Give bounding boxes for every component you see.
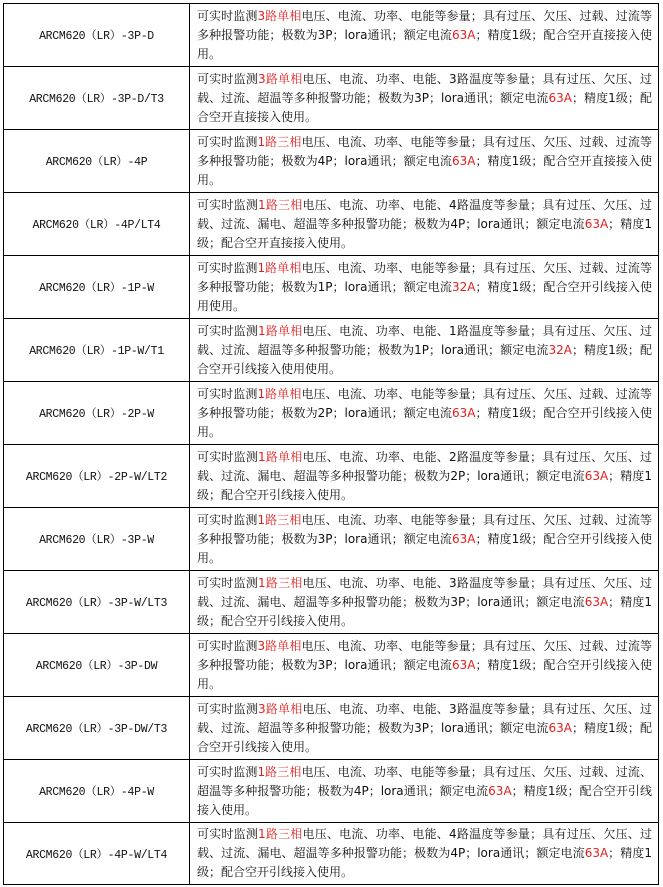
- description-text: 电压、电流、功率、电能等参量；具有过压、欠压、过载、过流等多种报警功能；极数为1P；lora通讯；额定电流: [197, 260, 652, 294]
- description-text: ；精度1级；配合空开直接接入使用。: [197, 90, 653, 124]
- table-row: [4, 508, 659, 571]
- description-cell: [190, 445, 659, 508]
- description-text: ；精度1级；配合空开引线接入使用使用。: [197, 342, 653, 376]
- description-text: 可实时监测: [197, 8, 258, 23]
- model-cell: ARCM620（LR）-4P-W/LT4: [4, 823, 190, 885]
- description-text: 电压、电流、功率、电能等参量；具有过压、欠压、过载、过流等多种报警功能；极数为3P；lora通讯；额定电流: [197, 8, 652, 42]
- model-cell: ARCM620（LR）-4P: [4, 130, 190, 193]
- description-text: 电压、电流、功率、电能等参量；具有过压、欠压、过载、过流、超温等多种报警功能；极数为4P；lora通讯；额定电流: [197, 764, 652, 798]
- highlighted-spec-text: 63A: [584, 216, 609, 231]
- table-row: [4, 193, 659, 256]
- description-text: 电压、电流、功率、电能等参量；具有过压、欠压、过载、过流等多种报警功能；极数为3P；lora通讯；额定电流: [197, 512, 652, 546]
- description-text: 可实时监测: [197, 575, 259, 590]
- description-text: 可实时监测: [197, 71, 259, 86]
- highlighted-spec-text: 63A: [548, 720, 572, 735]
- description-text: ；精度1级；配合空开直接接入使用。: [197, 153, 652, 187]
- model-cell: ARCM620（LR）-2P-W/LT2: [4, 445, 190, 508]
- table-row: [4, 256, 659, 319]
- table-row: [4, 823, 659, 885]
- description-text: ；精度1级；配合空开直接接入使用。: [197, 216, 652, 250]
- highlighted-spec-text: 1路单相: [257, 386, 302, 401]
- description-cell: [190, 508, 659, 571]
- model-cell: ARCM620（LR）-1P-W: [4, 256, 190, 319]
- highlighted-spec-text: 1路单相: [258, 449, 303, 464]
- description-cell: [190, 571, 659, 634]
- table-row: [4, 445, 659, 508]
- model-cell: ARCM620（LR）-4P-W: [4, 760, 190, 823]
- description-text: ；精度1级；配合空开引线接入使用。: [197, 594, 652, 628]
- table-row: [4, 697, 659, 760]
- description-text: 电压、电流、功率、电能等参量；具有过压、欠压、过载、过流等多种报警功能；极数为4P；lora通讯；额定电流: [197, 134, 652, 168]
- highlighted-spec-text: 3路单相: [257, 638, 302, 653]
- description-text: 可实时监测: [197, 260, 258, 275]
- description-text: 可实时监测: [197, 386, 258, 401]
- description-cell: [190, 382, 659, 445]
- highlighted-spec-text: 63A: [451, 531, 476, 546]
- highlighted-spec-text: 3路单相: [257, 8, 302, 23]
- description-text: ；精度1级；配合空开引线接入使用使用。: [197, 279, 652, 313]
- highlighted-spec-text: 1路三相: [257, 764, 302, 779]
- description-cell: [190, 634, 659, 697]
- description-text: 电压、电流、功率、电能等参量；具有过压、欠压、过载、过流等多种报警功能；极数为3P；lora通讯；额定电流: [197, 638, 652, 672]
- description-text: ；精度1级；配合空开引线接入使用。: [197, 720, 653, 754]
- highlighted-spec-text: 3路单相: [258, 71, 303, 86]
- table-row: [4, 571, 659, 634]
- description-cell: [190, 193, 659, 256]
- highlighted-spec-text: 1路三相: [257, 512, 302, 527]
- highlighted-spec-text: 3路单相: [258, 701, 303, 716]
- description-text: 电压、电流、功率、电能、3路温度等参量；具有过压、欠压、过载、过流、超温等多种报警功能；极数为3P；lora通讯；额定电流: [197, 71, 652, 105]
- description-cell: [190, 823, 659, 885]
- table-row: [4, 382, 659, 445]
- model-cell: ARCM620（LR）-2P-W: [4, 382, 190, 445]
- highlighted-spec-text: 1路三相: [258, 827, 303, 841]
- highlighted-spec-text: 63A: [451, 405, 476, 420]
- description-text: ；精度1级；配合空开引线接入使用。: [197, 783, 652, 817]
- description-text: 可实时监测: [197, 197, 259, 212]
- description-cell: [190, 697, 659, 760]
- description-text: 电压、电流、功率、电能、3路温度等参量；具有过压、欠压、过载、过流、超温等多种报警功能；极数为3P；lora通讯；额定电流: [197, 701, 652, 735]
- highlighted-spec-text: 63A: [548, 90, 572, 105]
- highlighted-spec-text: 63A: [451, 27, 476, 42]
- description-text: ；精度1级；配合空开引线接入使用。: [197, 846, 652, 879]
- table-row: [4, 67, 659, 130]
- description-text: 可实时监测: [197, 134, 258, 149]
- highlighted-spec-text: 1路单相: [257, 260, 302, 275]
- highlighted-spec-text: 63A: [584, 468, 609, 483]
- highlighted-spec-text: 32A: [451, 279, 476, 294]
- highlighted-spec-text: 63A: [584, 594, 609, 609]
- description-text: ；精度1级；配合空开直接接入使用。: [197, 27, 652, 61]
- model-cell: ARCM620（LR）-3P-D/T3: [4, 67, 190, 130]
- description-text: ；精度1级；配合空开引线接入使用。: [197, 405, 652, 439]
- model-cell: ARCM620（LR）-3P-W/LT3: [4, 571, 190, 634]
- description-text: 可实时监测: [197, 827, 259, 841]
- description-cell: [190, 319, 659, 382]
- description-text: ；精度1级；配合空开引线接入使用。: [197, 531, 652, 565]
- description-text: 电压、电流、功率、电能、2路温度等参量；具有过压、欠压、过载、过流、漏电、超温等多种报警功能；极数为2P；lora通讯；额定电流: [197, 449, 652, 483]
- highlighted-spec-text: 63A: [488, 783, 512, 798]
- description-cell: [190, 67, 659, 130]
- model-cell: ARCM620（LR）-3P-DW/T3: [4, 697, 190, 760]
- description-text: 可实时监测: [197, 701, 259, 716]
- description-cell: [190, 4, 659, 67]
- description-text: 电压、电流、功率、电能、4路温度等参量；具有过压、欠压、过载、过流、漏电、超温等多种报警功能；极数为4P；lora通讯；额定电流: [197, 827, 652, 860]
- table-row: [4, 4, 659, 67]
- description-cell: [190, 256, 659, 319]
- model-cell: ARCM620（LR）-3P-D: [4, 4, 190, 67]
- description-text: 电压、电流、功率、电能、3路温度等参量；具有过压、欠压、过载、过流、漏电、超温等多种报警功能；极数为3P；lora通讯；额定电流: [197, 575, 652, 609]
- description-cell: [190, 130, 659, 193]
- table-body: [4, 4, 659, 885]
- description-text: 可实时监测: [197, 764, 258, 779]
- model-cell: ARCM620（LR）-4P/LT4: [4, 193, 190, 256]
- table-row: [4, 760, 659, 823]
- model-cell: ARCM620（LR）-1P-W/T1: [4, 319, 190, 382]
- table-row: [4, 319, 659, 382]
- description-text: 电压、电流、功率、电能等参量；具有过压、欠压、过载、过流等多种报警功能；极数为2P；lora通讯；额定电流: [197, 386, 652, 420]
- highlighted-spec-text: 32A: [548, 342, 572, 357]
- highlighted-spec-text: 63A: [451, 657, 476, 672]
- highlighted-spec-text: 1路三相: [258, 575, 303, 590]
- description-cell: [190, 760, 659, 823]
- highlighted-spec-text: 1路单相: [258, 323, 303, 338]
- table-row: [4, 634, 659, 697]
- description-text: ；精度1级；配合空开引线接入使用。: [197, 468, 652, 502]
- description-text: ；精度1级；配合空开引线接入使用。: [197, 657, 652, 691]
- description-text: 电压、电流、功率、电能、1路温度等参量；具有过压、欠压、过载、过流、超温等多种报警功能；极数为1P；lora通讯；额定电流: [197, 323, 652, 357]
- highlighted-spec-text: 63A: [451, 153, 476, 168]
- product-spec-table: [3, 3, 659, 885]
- model-cell: ARCM620（LR）-3P-DW: [4, 634, 190, 697]
- highlighted-spec-text: 63A: [584, 846, 609, 860]
- highlighted-spec-text: 1路三相: [258, 197, 303, 212]
- description-text: 电压、电流、功率、电能、4路温度等参量；具有过压、欠压、过载、过流、漏电、超温等多种报警功能；极数为4P；lora通讯；额定电流: [197, 197, 652, 231]
- description-text: 可实时监测: [197, 512, 258, 527]
- table-row: [4, 130, 659, 193]
- description-text: 可实时监测: [197, 638, 258, 653]
- description-text: 可实时监测: [197, 449, 259, 464]
- model-cell: ARCM620（LR）-3P-W: [4, 508, 190, 571]
- description-text: 可实时监测: [197, 323, 259, 338]
- highlighted-spec-text: 1路三相: [257, 134, 302, 149]
